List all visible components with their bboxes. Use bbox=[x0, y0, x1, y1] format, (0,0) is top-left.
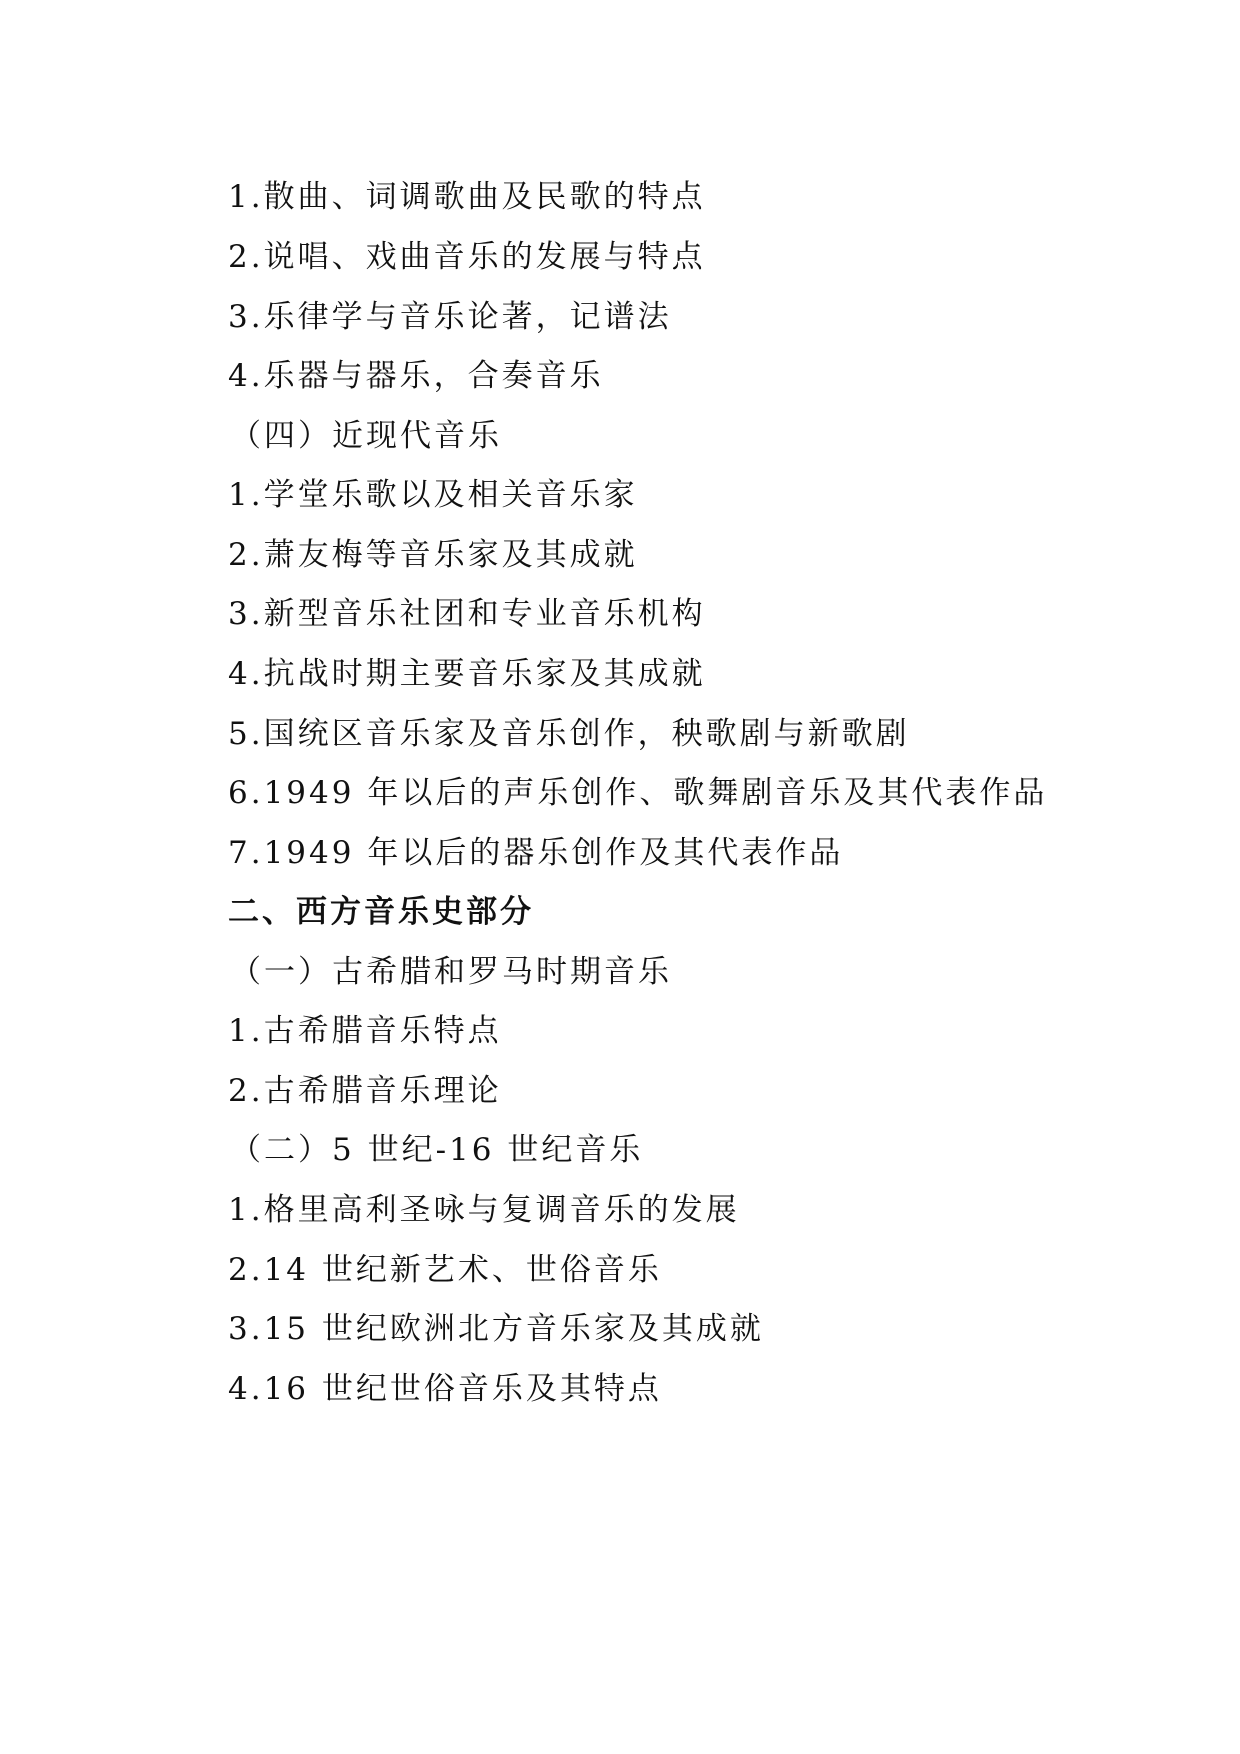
list-item-1949-vocal: 6.1949 年以后的声乐创作、歌舞剧音乐及其代表作品 bbox=[228, 775, 1048, 811]
list-item-yuelv: 3.乐律学与音乐论著，记谱法 bbox=[228, 299, 672, 335]
list-item-15th-century: 3.15 世纪欧洲北方音乐家及其成就 bbox=[228, 1311, 764, 1347]
list-item-gregorian: 1.格里高利圣咏与复调音乐的发展 bbox=[228, 1192, 740, 1228]
section-heading-western-music: 二、西方音乐史部分 bbox=[228, 894, 534, 930]
list-item-1949-instrumental: 7.1949 年以后的器乐创作及其代表作品 bbox=[228, 835, 844, 871]
list-item-kangzhan: 4.抗战时期主要音乐家及其成就 bbox=[228, 656, 706, 692]
list-item-greek-features: 1.古希腊音乐特点 bbox=[228, 1013, 502, 1049]
list-item-shetuan: 3.新型音乐社团和专业音乐机构 bbox=[228, 596, 706, 632]
list-item-16th-century: 4.16 世纪世俗音乐及其特点 bbox=[228, 1371, 662, 1407]
subsection-heading-modern-music: （四）近现代音乐 bbox=[230, 418, 502, 454]
list-item-xuetang: 1.学堂乐歌以及相关音乐家 bbox=[228, 477, 638, 513]
list-item-xiaoyoumei: 2.萧友梅等音乐家及其成就 bbox=[228, 537, 638, 573]
list-item-sanqu: 1.散曲、词调歌曲及民歌的特点 bbox=[228, 179, 706, 215]
list-item-guotongqu: 5.国统区音乐家及音乐创作，秧歌剧与新歌剧 bbox=[228, 716, 910, 752]
list-item-yueqi: 4.乐器与器乐，合奏音乐 bbox=[228, 358, 604, 394]
list-item-14th-century: 2.14 世纪新艺术、世俗音乐 bbox=[228, 1252, 662, 1288]
subsection-heading-5-16-century: （二）5 世纪-16 世纪音乐 bbox=[230, 1132, 644, 1168]
list-item-shuochang: 2.说唱、戏曲音乐的发展与特点 bbox=[228, 239, 706, 275]
subsection-heading-greece-rome: （一）古希腊和罗马时期音乐 bbox=[230, 954, 672, 990]
list-item-greek-theory: 2.古希腊音乐理论 bbox=[228, 1073, 502, 1109]
